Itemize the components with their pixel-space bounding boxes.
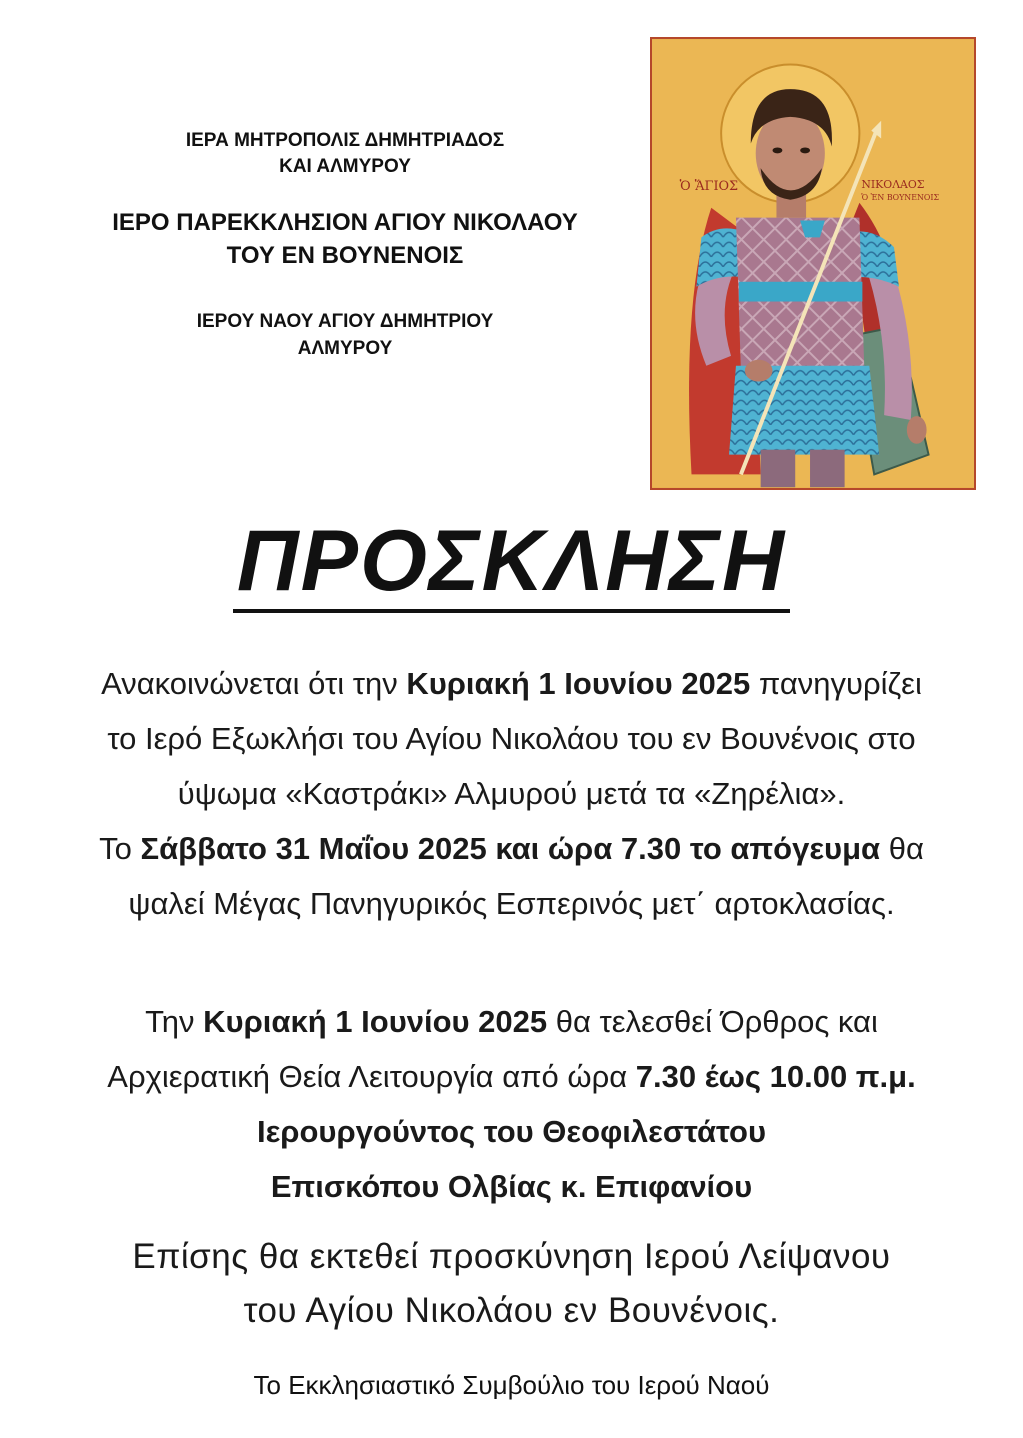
celebrant-line-2: Επισκόπου Ολβίας κ. Επιφανίου bbox=[270, 1169, 753, 1204]
liturgy-paragraph bbox=[20, 994, 1003, 1214]
text-run: πανηγυρίζει bbox=[750, 666, 922, 701]
text-run: Την bbox=[145, 1004, 204, 1039]
text-run: Αρχιερατική Θεία Λειτουργία από ώρα bbox=[107, 1059, 636, 1094]
text-run: Ανακοινώνεται ότι την bbox=[101, 666, 407, 701]
invitation-title-text: ΠΡΟΣΚΛΗΣΗ bbox=[233, 515, 790, 613]
chapel-line-2: ΤΟΥ ΕΝ ΒΟΥΝΕΝΟΙΣ bbox=[226, 242, 464, 269]
icon-label-right: ΝΙΚΟΛΑΟΣ bbox=[861, 177, 925, 191]
text-run: Το bbox=[99, 831, 141, 866]
liturgy-date: Κυριακή 1 Ιουνίου 2025 bbox=[203, 1004, 548, 1039]
relic-paragraph bbox=[20, 1230, 1003, 1338]
metropolis-line-2: ΚΑΙ ΑΛΜΥΡΟΥ bbox=[279, 156, 411, 177]
announcement-line-3: ύψωμα «Καστράκι» Αλμυρού μετά τα «Ζηρέλια». bbox=[177, 776, 846, 811]
church-heading bbox=[60, 308, 630, 362]
metropolis-line-1: ΙΕΡΑ ΜΗΤΡΟΠΟΛΙΣ ΔΗΜΗΤΡΙΑΔΟΣ bbox=[185, 130, 505, 151]
invitation-title bbox=[0, 515, 1023, 613]
announcement-line-5: ψαλεί Μέγας Πανηγυρικός Εσπερινός μετ΄ αρτοκλασίας. bbox=[128, 886, 895, 921]
text-run: θα bbox=[880, 831, 924, 866]
announcement-line-2: το Ιερό Εξωκλήσι του Αγίου Νικολάου του εν Βουνένοις στο bbox=[107, 721, 916, 756]
sunday-date: Κυριακή 1 Ιουνίου 2025 bbox=[406, 666, 751, 701]
liturgy-line-3 bbox=[20, 1104, 1003, 1159]
saint-icon-illustration bbox=[652, 39, 974, 488]
liturgy-line-1 bbox=[20, 994, 1003, 1049]
icon-label-left: Ὁ ἍΓΙΟΣ bbox=[679, 178, 739, 194]
announcement-line-1 bbox=[20, 656, 1003, 711]
icon-label-right-sub: Ὁ ἘΝ ΒΟΥΝΕΝΟΙΣ bbox=[861, 192, 940, 202]
relic-line-1: Επίσης θα εκτεθεί προσκύνηση Ιερού Λείψανου bbox=[132, 1237, 891, 1276]
liturgy-line-4 bbox=[20, 1159, 1003, 1214]
church-line-2: ΑΛΜΥΡΟΥ bbox=[297, 338, 393, 359]
liturgy-time: 7.30 έως 10.00 π.μ. bbox=[635, 1059, 916, 1094]
announcement-line-4 bbox=[20, 821, 1003, 876]
celebrant-line-1: Ιερουργούντος του Θεοφιλεστάτου bbox=[256, 1114, 767, 1149]
saturday-date-time: Σάββατο 31 Μαΐου 2025 και ώρα 7.30 το απόγευμα bbox=[140, 831, 881, 866]
text-run: θα τελεσθεί Όρθρος και bbox=[547, 1004, 878, 1039]
metropolis-heading bbox=[60, 128, 630, 180]
saint-icon bbox=[650, 37, 976, 490]
chapel-line-1: ΙΕΡΟ ΠΑΡΕΚΚΛΗΣΙΟΝ ΑΓΙΟΥ ΝΙΚΟΛΑΟΥ bbox=[112, 209, 578, 236]
liturgy-line-2 bbox=[20, 1049, 1003, 1104]
relic-line-2: του Αγίου Νικολάου εν Βουνένοις. bbox=[243, 1291, 780, 1330]
announcement-paragraph bbox=[20, 656, 1003, 931]
church-line-1: ΙΕΡΟΥ ΝΑΟΥ ΑΓΙΟΥ ΔΗΜΗΤΡΙΟΥ bbox=[196, 311, 494, 332]
chapel-heading bbox=[60, 206, 630, 272]
footer-signature: Το Εκκλησιαστικό Συμβούλιο του Ιερού Ναού bbox=[253, 1370, 770, 1400]
